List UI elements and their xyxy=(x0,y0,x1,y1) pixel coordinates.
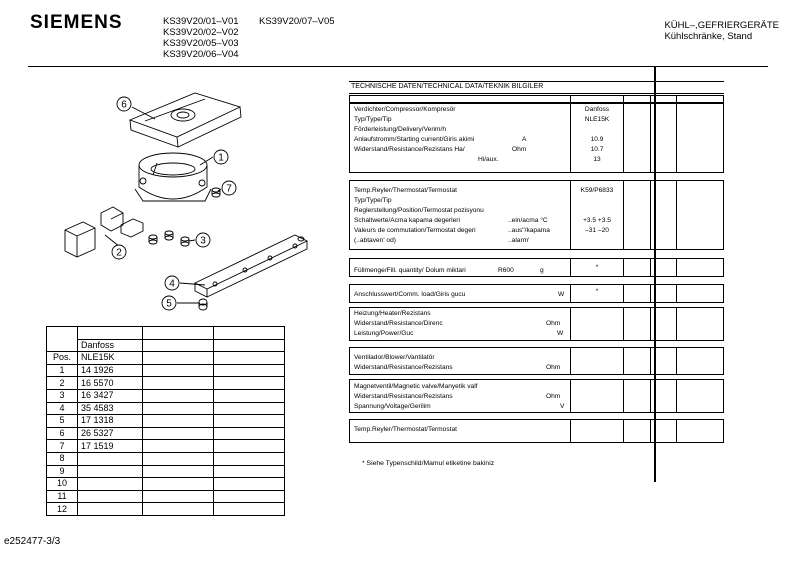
type-header: NLE15K xyxy=(78,352,143,365)
callout-5 xyxy=(162,296,176,310)
fill-quantity-value: * xyxy=(595,264,599,271)
callout-2 xyxy=(112,245,126,259)
compressor-section xyxy=(349,103,724,173)
tech-header-cells xyxy=(349,95,724,103)
unit-label: g xyxy=(540,267,544,274)
model-number: KS39V20/06–V04 xyxy=(163,49,239,60)
mounting-rail-part xyxy=(195,235,307,297)
aux-label: Hi/aux. xyxy=(478,156,499,163)
compressor-label: Verdichter/Compressor/Kompresör xyxy=(354,106,456,113)
unit-label: A xyxy=(522,136,527,143)
thermostat-type-value: K59/P6833 xyxy=(580,187,614,194)
relay-cover-part xyxy=(65,222,95,257)
switch-off-value: –31 –20 xyxy=(585,227,609,234)
table-row: 1 14 1926 xyxy=(47,364,285,377)
resistance-label: Widerstand/Resistance/Rezistans Ha/ xyxy=(354,146,465,153)
callout-7 xyxy=(222,181,236,195)
fill-quantity-label: Füllmenge/Fill. quantity/ Dolum miktari xyxy=(354,267,466,274)
footnote: * Siehe Typenschild/Mamul etiketine bakiniz xyxy=(362,460,495,467)
heater-label: Heizung/Heater/Rezistans xyxy=(354,310,431,317)
unit-label: Ohm xyxy=(546,320,561,327)
svg-text:1: 1 xyxy=(218,152,224,164)
table-row: 10 xyxy=(47,478,285,491)
starting-current-value: 10.9 xyxy=(590,136,604,143)
heater-section xyxy=(349,307,724,341)
table-row: 12 xyxy=(47,503,285,516)
model-number: KS39V20/05–V03 xyxy=(163,38,239,49)
tech-data-title: TECHNISCHE DATEN/TECHNICAL DATA/TEKNIK BILGILER xyxy=(351,83,544,90)
unit-label: W xyxy=(558,291,565,298)
fan-section xyxy=(349,347,724,375)
refrigerant-label: R600 xyxy=(498,267,514,274)
resistance-label: Widerstand/Resistance/Rezistans xyxy=(354,364,453,371)
resistance-label: Widerstand/Resistance/Direnc xyxy=(354,320,443,327)
defrost-label: (..abtaven' od) xyxy=(354,237,396,244)
table-row: 3 16 3427 xyxy=(47,389,285,402)
brand-header: Danfoss xyxy=(78,339,143,352)
unit-label: Ohm xyxy=(546,364,561,371)
callout-1 xyxy=(214,150,228,164)
brand-logo: SIEMENS xyxy=(30,12,123,33)
callout-6 xyxy=(117,97,131,111)
model-list-1 xyxy=(163,16,239,60)
resistance-label: Widerstand/Resistance/Rezistans xyxy=(354,393,453,400)
switch-on-value: +3.5 +3.5 xyxy=(583,217,611,224)
model-number: KS39V20/01–V01 xyxy=(163,16,239,27)
model-list-2 xyxy=(259,16,335,27)
thermostat-label: Temp.Reyler/Thermostat/Termostat xyxy=(354,426,457,433)
category-subline: Kühlschränke, Stand xyxy=(664,31,753,42)
pos-header: Pos. xyxy=(47,352,78,365)
thermostat-2-section xyxy=(349,419,724,443)
svg-text:7: 7 xyxy=(226,183,232,195)
unit-label: W xyxy=(557,330,564,337)
compressor-type-value: NLE15K xyxy=(584,116,610,123)
unit-label: ..alarm' xyxy=(508,237,530,244)
thermostat-section xyxy=(349,180,724,250)
category-label xyxy=(664,20,779,42)
table-row: 4 35 4583 xyxy=(47,402,285,415)
table-row: 7 17 1519 xyxy=(47,440,285,453)
callout-4 xyxy=(165,276,179,290)
svg-text:4: 4 xyxy=(169,278,175,290)
connected-load-value: * xyxy=(595,288,599,295)
svg-text:3: 3 xyxy=(200,235,206,247)
power-label: Leistung/Power/Guc xyxy=(354,330,414,337)
connected-load-label: Anschlusswert/Comm. load/Giris gucu xyxy=(354,291,466,298)
table-row: 2 16 5570 xyxy=(47,377,285,390)
grommet-part xyxy=(212,188,220,197)
unit-label: Ohm xyxy=(546,393,561,400)
unit-label: ..ein/acma °C xyxy=(508,217,548,224)
relay-part xyxy=(101,207,143,237)
model-number: KS39V20/02–V02 xyxy=(163,27,239,38)
table-row: 11 xyxy=(47,490,285,503)
starting-current-label: Anlaufstromm/Starting current/Giris akimi xyxy=(354,136,475,143)
voltage-label: Spannung/Voltage/Gerilim xyxy=(354,403,431,410)
compressor-brand-value: Danfoss xyxy=(584,106,610,113)
magnetic-valve-label: Magnetventil/Magnetic valve/Manyetik valf xyxy=(354,383,478,390)
resistance-aux-value: 13 xyxy=(593,156,601,163)
switch-values-label: Schaltwerte/Acma kapama degerleri xyxy=(354,217,460,224)
exploded-parts-diagram xyxy=(55,85,315,315)
table-row: 5 17 1318 xyxy=(47,415,285,428)
delivery-label: Förderleistung/Delivery/Verim/h xyxy=(354,126,446,133)
svg-text:2: 2 xyxy=(116,247,122,259)
table-row: 8 xyxy=(47,452,285,465)
fill-quantity-section xyxy=(349,258,724,277)
parts-table xyxy=(46,326,285,516)
compressor-part xyxy=(135,153,211,201)
type-label: Typ/Type/Tip xyxy=(354,116,392,123)
model-number: KS39V20/07–V05 xyxy=(259,16,335,27)
position-label: Reglerstellung/Position/Termostat pozisyonu xyxy=(354,207,484,214)
tray-part xyxy=(130,93,241,147)
unit-label: ..aus"/kapama xyxy=(508,227,550,234)
table-row: 9 xyxy=(47,465,285,478)
category-line: KÜHL–,GEFRIERGERÄTE xyxy=(664,20,779,31)
connected-load-section xyxy=(349,284,724,303)
table-row: 6 26 5327 xyxy=(47,427,285,440)
unit-label: V xyxy=(560,403,565,410)
thermostat-label: Temp.Reyler/Thermostat/Termostat xyxy=(354,187,457,194)
tech-title-top-rule xyxy=(349,81,724,82)
resistance-main-value: 10.7 xyxy=(590,146,604,153)
svg-text:6: 6 xyxy=(121,99,127,111)
unit-label: Ohm xyxy=(512,146,527,153)
header-divider xyxy=(28,66,768,67)
callout-3 xyxy=(196,233,210,247)
fan-label: Ventilador/Blower/Vantilatör xyxy=(354,354,435,361)
type-label: Typ/Type/Tip xyxy=(354,197,392,204)
svg-text:5: 5 xyxy=(166,298,172,310)
tech-title-rule xyxy=(349,93,724,94)
valve-section xyxy=(349,379,724,413)
document-code: e252477-3/3 xyxy=(4,536,61,547)
switch-values-label: Valeurs de commutation/Termostat degeri xyxy=(354,227,476,234)
bushing-parts xyxy=(149,231,189,246)
